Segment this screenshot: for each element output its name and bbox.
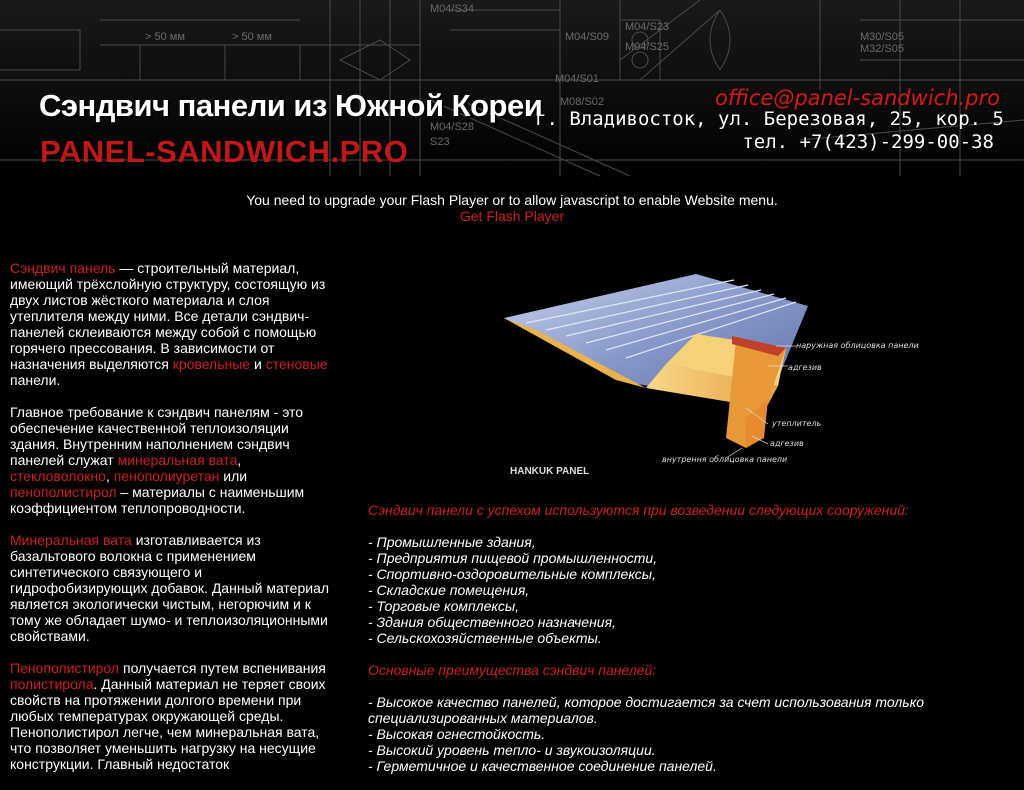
list-item: - Высокая огнестойкость. [368,726,546,742]
list-item: - Спортивно-оздоровительные комплексы, [368,566,656,582]
link-fiberglass[interactable]: стекловолокно [10,468,106,484]
link-polyurethane[interactable]: пенополиуретан [113,468,220,484]
link-sandwich-panels[interactable]: Сэндвич панели [368,502,473,518]
site-header [0,0,1024,176]
advantages-title: Основные преимущества сэндвич панелей: [368,662,657,678]
paragraph-text: – материалы с наименьшим коэффициентом теплопроводности. [10,484,305,516]
label-outer-cladding: наружная облицовка панели [796,341,919,350]
link-sandwich-panel[interactable]: Сэндвич панель [10,260,116,276]
list-item: - Предприятия пищевой промышленности, [368,550,658,566]
drawing-label: M04/S25 [625,41,670,53]
get-flash-player-link[interactable]: Get Flash Player [459,208,565,224]
paragraph-text: — строительный материал, имеющий трёхслойную структуру, состоящую из двух листов жёсткого материала и слоя утеплителя между ними. Все детали сэндвич-панелей склеиваются между собой с помощью горячего прессования. В зависимости от назначения выделяются [10,260,326,372]
paragraph-mineral-wool [10,532,340,644]
list-item: - Здания общественного назначения, [368,614,616,630]
panel-caption: HANKUK PANEL [510,466,590,477]
usage-intro-text: с успехом используются при возведении следующих сооружений: [472,502,909,518]
label-adhesive-top: адгезив [788,363,822,372]
list-item: - Промышленные здания, [368,534,536,550]
drawing-label: M08/S02 [560,96,605,108]
paragraph-text: , [105,468,114,484]
label-inner-cladding: внутрення облицовка панели [662,455,788,464]
drawing-label: M04/S01 [555,73,600,85]
drawing-label: M32/S05 [860,43,905,55]
drawing-label: > 50 мм [232,31,272,43]
list-item: - Складские помещения, [368,582,530,598]
paragraph-polystyrene [10,660,340,772]
paragraph-sandwich-panel [10,260,340,388]
right-article [368,502,968,790]
paragraph-text: получается путем вспенивания [119,660,326,676]
drawing-label: M04/S34 [430,3,475,15]
site-brand-logo[interactable]: PANEL-SANDWICH.PRO [40,134,409,169]
paragraph-text: , [237,452,242,468]
paragraph-text: . Данный материал не теряет своих свойств на протяжении долгого времени при любых температурах окружающей среды. Пенополистирол легче, чем минеральная вата, что позволяет уменьшить нагрузку на несущие конструкции. Главный недостаток [10,676,326,772]
list-item: - Высокое качество панелей, которое достигается за счет использования только специализированных материалов. [368,694,925,726]
drawing-label: M30/S05 [860,31,905,43]
drawing-label: M04/S28 [430,121,475,133]
drawing-label: M04/S23 [625,21,670,33]
paragraph-text: или [219,468,248,484]
contact-phone: тел. +7(423)-299-00-38 [742,131,994,153]
list-item: - Герметичное и качественное соединение панелей. [368,758,717,774]
link-mineral-wool[interactable]: минеральная вата [117,452,238,468]
list-item: - Торговые комплексы, [368,598,520,614]
paragraph-requirements [10,404,340,516]
paragraph-text: изготавливается из базальтового волокна с применением синтетического связующего и гидрофобизирующих добавок. Данный материал является экологически чистым, негорючим и к тому же обладает шумо- и теплоизоляционными свойствами. [10,532,330,644]
paragraph-text: и [250,356,266,372]
site-title: Сэндвич панели из Южной Кореи [39,88,543,123]
paragraph-text: панели. [10,372,61,388]
link-polystyrene[interactable]: полистирола [10,676,94,692]
usage-list [368,534,968,646]
label-adhesive-bottom: адгезив [770,439,804,448]
advantages-list [368,694,968,774]
link-polystyrene-foam[interactable]: пенополистирол [10,484,117,500]
contact-address: г. Владивосток, ул. Березовая, 25, кор. 5 [535,108,1004,130]
paragraph-text: Главное требование к сэндвич панелям - это обеспечение качественной теплоизоляции здания. Внутренним наполнением сэндвич панелей служат [10,404,304,468]
contact-email[interactable]: office@panel-sandwich.pro [715,86,1000,110]
link-roof-panels[interactable]: кровельные [172,356,251,372]
flash-message: You need to upgrade your Flash Player or to allow javascript to enable Website menu. [246,192,778,208]
drawing-label: S23 [430,136,450,148]
link-mineral-wool-2[interactable]: Минеральная вата [10,532,132,548]
drawing-label: M04/S09 [565,31,610,43]
sandwich-panel-illustration [496,268,919,480]
link-wall-panels[interactable]: стеновые [265,356,328,372]
left-article [10,260,340,788]
list-item: - Сельскохозяйственные объекты. [368,630,602,646]
usage-intro [368,502,968,518]
list-item: - Высокий уровень тепло- и звукоизоляции. [368,742,656,758]
drawing-label: > 50 мм [145,31,185,43]
flash-notice [0,192,1024,224]
link-polystyrene-foam-2[interactable]: Пенополистирол [10,660,120,676]
label-insulation: утеплитель [772,419,822,428]
